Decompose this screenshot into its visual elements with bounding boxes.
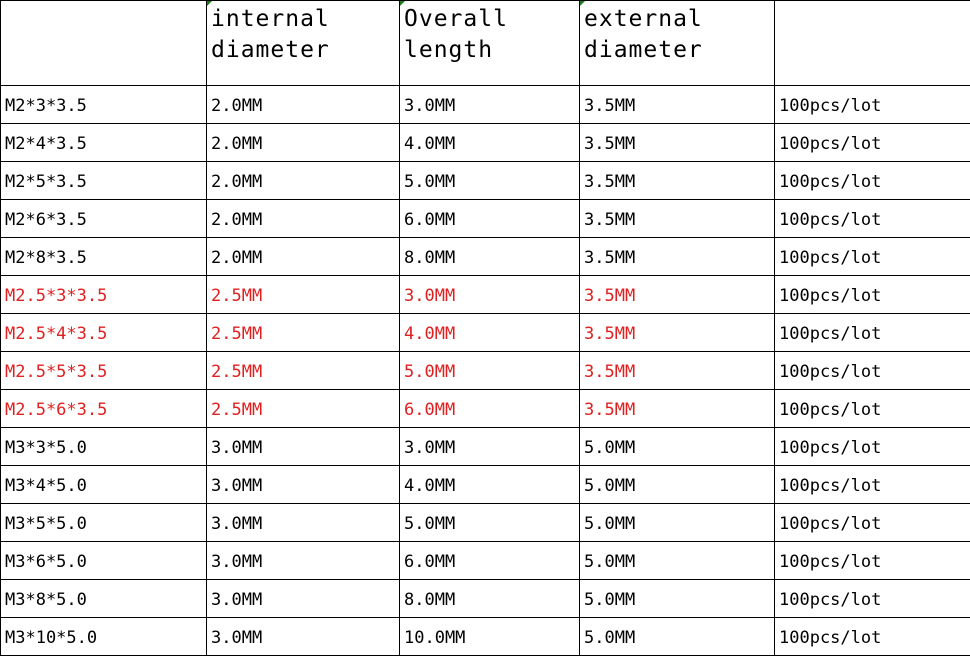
quantity-cell: 100pcs/lot bbox=[775, 542, 970, 580]
model-cell: M2*8*3.5 bbox=[1, 238, 207, 276]
quantity-cell: 100pcs/lot bbox=[775, 504, 970, 542]
internal-diameter-cell: 2.0MM bbox=[207, 238, 400, 276]
table-row bbox=[1, 466, 970, 504]
table-row bbox=[1, 542, 970, 580]
internal-diameter-cell: 2.0MM bbox=[207, 162, 400, 200]
internal-diameter-cell: 3.0MM bbox=[207, 504, 400, 542]
overall-length-cell: 4.0MM bbox=[400, 466, 580, 504]
header-row bbox=[1, 1, 970, 86]
table-row bbox=[1, 504, 970, 542]
internal-diameter-cell: 2.5MM bbox=[207, 276, 400, 314]
spec-table-body bbox=[1, 86, 970, 656]
table-row bbox=[1, 390, 970, 428]
internal-diameter-cell: 2.0MM bbox=[207, 200, 400, 238]
quantity-cell: 100pcs/lot bbox=[775, 618, 970, 656]
quantity-cell: 100pcs/lot bbox=[775, 162, 970, 200]
overall-length-cell: 6.0MM bbox=[400, 542, 580, 580]
external-diameter-cell: 3.5MM bbox=[580, 276, 775, 314]
header-quantity bbox=[775, 1, 970, 86]
internal-diameter-cell: 2.5MM bbox=[207, 390, 400, 428]
quantity-cell: 100pcs/lot bbox=[775, 276, 970, 314]
model-cell: M2*4*3.5 bbox=[1, 124, 207, 162]
overall-length-cell: 8.0MM bbox=[400, 238, 580, 276]
spec-table-header bbox=[1, 1, 970, 86]
internal-diameter-cell: 2.5MM bbox=[207, 314, 400, 352]
external-diameter-cell: 5.0MM bbox=[580, 466, 775, 504]
external-diameter-cell: 5.0MM bbox=[580, 618, 775, 656]
table-row bbox=[1, 618, 970, 656]
model-cell: M3*4*5.0 bbox=[1, 466, 207, 504]
model-cell: M2*6*3.5 bbox=[1, 200, 207, 238]
model-cell: M2*3*3.5 bbox=[1, 86, 207, 124]
external-diameter-cell: 5.0MM bbox=[580, 504, 775, 542]
header-overall-length: Overall length bbox=[400, 1, 580, 86]
table-row bbox=[1, 124, 970, 162]
model-cell: M2.5*5*3.5 bbox=[1, 352, 207, 390]
table-row bbox=[1, 352, 970, 390]
table-row bbox=[1, 428, 970, 466]
quantity-cell: 100pcs/lot bbox=[775, 466, 970, 504]
table-row bbox=[1, 200, 970, 238]
overall-length-cell: 4.0MM bbox=[400, 314, 580, 352]
internal-diameter-cell: 3.0MM bbox=[207, 428, 400, 466]
quantity-cell: 100pcs/lot bbox=[775, 580, 970, 618]
external-diameter-cell: 3.5MM bbox=[580, 162, 775, 200]
quantity-cell: 100pcs/lot bbox=[775, 428, 970, 466]
model-cell: M3*10*5.0 bbox=[1, 618, 207, 656]
overall-length-cell: 5.0MM bbox=[400, 504, 580, 542]
internal-diameter-cell: 3.0MM bbox=[207, 618, 400, 656]
overall-length-cell: 3.0MM bbox=[400, 276, 580, 314]
external-diameter-cell: 5.0MM bbox=[580, 428, 775, 466]
internal-diameter-cell: 2.5MM bbox=[207, 352, 400, 390]
model-cell: M3*6*5.0 bbox=[1, 542, 207, 580]
model-cell: M3*5*5.0 bbox=[1, 504, 207, 542]
model-cell: M2.5*3*3.5 bbox=[1, 276, 207, 314]
external-diameter-cell: 3.5MM bbox=[580, 238, 775, 276]
overall-length-cell: 6.0MM bbox=[400, 200, 580, 238]
overall-length-cell: 4.0MM bbox=[400, 124, 580, 162]
table-row bbox=[1, 314, 970, 352]
internal-diameter-cell: 2.0MM bbox=[207, 124, 400, 162]
table-row bbox=[1, 162, 970, 200]
overall-length-cell: 5.0MM bbox=[400, 162, 580, 200]
overall-length-cell: 5.0MM bbox=[400, 352, 580, 390]
external-diameter-cell: 3.5MM bbox=[580, 124, 775, 162]
external-diameter-cell: 3.5MM bbox=[580, 314, 775, 352]
quantity-cell: 100pcs/lot bbox=[775, 200, 970, 238]
overall-length-cell: 8.0MM bbox=[400, 580, 580, 618]
header-model bbox=[1, 1, 207, 86]
external-diameter-cell: 3.5MM bbox=[580, 352, 775, 390]
external-diameter-cell: 3.5MM bbox=[580, 86, 775, 124]
overall-length-cell: 3.0MM bbox=[400, 428, 580, 466]
internal-diameter-cell: 3.0MM bbox=[207, 580, 400, 618]
overall-length-cell: 10.0MM bbox=[400, 618, 580, 656]
quantity-cell: 100pcs/lot bbox=[775, 86, 970, 124]
internal-diameter-cell: 3.0MM bbox=[207, 542, 400, 580]
header-internal-diameter: internal diameter bbox=[207, 1, 400, 86]
quantity-cell: 100pcs/lot bbox=[775, 352, 970, 390]
model-cell: M2.5*4*3.5 bbox=[1, 314, 207, 352]
overall-length-cell: 3.0MM bbox=[400, 86, 580, 124]
quantity-cell: 100pcs/lot bbox=[775, 314, 970, 352]
external-diameter-cell: 3.5MM bbox=[580, 390, 775, 428]
header-external-diameter: external diameter bbox=[580, 1, 775, 86]
external-diameter-cell: 3.5MM bbox=[580, 200, 775, 238]
model-cell: M2.5*6*3.5 bbox=[1, 390, 207, 428]
table-row bbox=[1, 580, 970, 618]
external-diameter-cell: 5.0MM bbox=[580, 580, 775, 618]
quantity-cell: 100pcs/lot bbox=[775, 124, 970, 162]
table-row bbox=[1, 238, 970, 276]
internal-diameter-cell: 2.0MM bbox=[207, 86, 400, 124]
internal-diameter-cell: 3.0MM bbox=[207, 466, 400, 504]
overall-length-cell: 6.0MM bbox=[400, 390, 580, 428]
table-row bbox=[1, 86, 970, 124]
model-cell: M3*3*5.0 bbox=[1, 428, 207, 466]
model-cell: M3*8*5.0 bbox=[1, 580, 207, 618]
quantity-cell: 100pcs/lot bbox=[775, 238, 970, 276]
quantity-cell: 100pcs/lot bbox=[775, 390, 970, 428]
table-row bbox=[1, 276, 970, 314]
model-cell: M2*5*3.5 bbox=[1, 162, 207, 200]
external-diameter-cell: 5.0MM bbox=[580, 542, 775, 580]
